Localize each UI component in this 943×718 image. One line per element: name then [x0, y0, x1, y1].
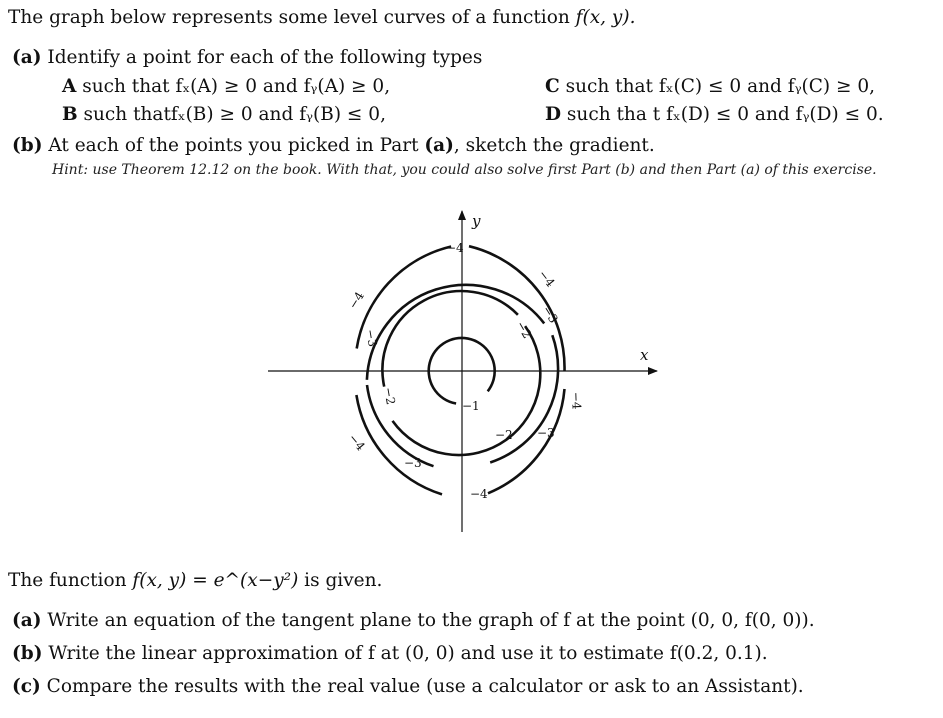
- label-curve-3d: −3: [404, 456, 422, 470]
- label-curve-4c: −4: [345, 289, 367, 312]
- item-C-label: C: [545, 76, 560, 97]
- level-curve-2-outer: [393, 326, 541, 455]
- part-b-text-pre: At each of the points you picked in Part: [48, 135, 425, 156]
- item-B-label: B: [62, 104, 78, 125]
- item-D-text: such tha t fₓ(D) ≤ 0 and fᵧ(D) ≤ 0.: [561, 104, 884, 125]
- label-curve-2b: −2: [381, 386, 398, 406]
- p2-part-a-text: Write an equation of the tangent plane to the graph of f at the point (0, 0, f(0, 0)).: [47, 610, 815, 631]
- label-curve-4a: −4: [446, 241, 464, 255]
- item-B-text: such thatfₓ(B) ≥ 0 and fᵧ(B) ≤ 0,: [77, 104, 386, 125]
- item-A-label: A: [62, 76, 77, 97]
- problem2-part-c: [12, 675, 804, 699]
- level-curve-3c: [367, 385, 434, 466]
- part-b-label: (b): [12, 135, 43, 156]
- label-curve-3a: −3: [539, 303, 561, 326]
- label-curve-4d: −4: [569, 391, 584, 410]
- p2-part-a-label: (a): [12, 610, 42, 631]
- problem2-part-a: [12, 609, 815, 633]
- hint-text: Hint: use Theorem 12.12 on the book. With that, you could also solve first Part (b) and then Part (a) of this exercise.: [52, 162, 877, 178]
- p2-part-b-label: (b): [12, 643, 43, 664]
- label-curve-4b: −4: [535, 267, 558, 290]
- problem2-intro-func: f(x, y) = e^(x−y²): [132, 570, 299, 591]
- x-axis-label: x: [640, 346, 649, 364]
- problem2-intro: [8, 569, 382, 593]
- label-curve-1: −1: [462, 399, 480, 413]
- problem1-intro-func: f(x, y).: [575, 7, 636, 28]
- label-curve-4e: −4: [345, 430, 368, 454]
- part-a-label: (a): [12, 47, 42, 68]
- problem2-intro-prefix: The function: [8, 570, 133, 591]
- part-b-text-bold: (a): [424, 135, 454, 156]
- y-axis-label: y: [472, 212, 481, 230]
- item-D-label: D: [545, 104, 562, 125]
- p2-part-b-text: Write the linear approximation of f at (0, 0) and use it to estimate f(0.2, 0.1).: [48, 643, 768, 664]
- item-C-text: such that fₓ(C) ≤ 0 and fᵧ(C) ≥ 0,: [559, 76, 876, 97]
- problem2-intro-suffix: is given.: [298, 570, 383, 591]
- problem2-part-b: [12, 642, 768, 666]
- label-curve-2a: −2: [513, 318, 535, 341]
- p2-part-c-text: Compare the results with the real value (use a calculator or ask to an Assistant).: [46, 676, 804, 697]
- p2-part-c-label: (c): [12, 676, 41, 697]
- label-curve-3c: −3: [537, 426, 555, 440]
- item-A-text: such that fₓ(A) ≥ 0 and fᵧ(A) ≥ 0,: [76, 76, 391, 97]
- problem1-intro-text: The graph below represents some level curves of a function: [8, 7, 576, 28]
- label-curve-4f: −4: [470, 487, 488, 501]
- label-curve-2c: −2: [495, 428, 513, 442]
- part-a-text: Identify a point for each of the following types: [47, 47, 483, 68]
- label-curve-3b: −3: [363, 328, 380, 348]
- part-b-text-post: , sketch the gradient.: [453, 135, 655, 156]
